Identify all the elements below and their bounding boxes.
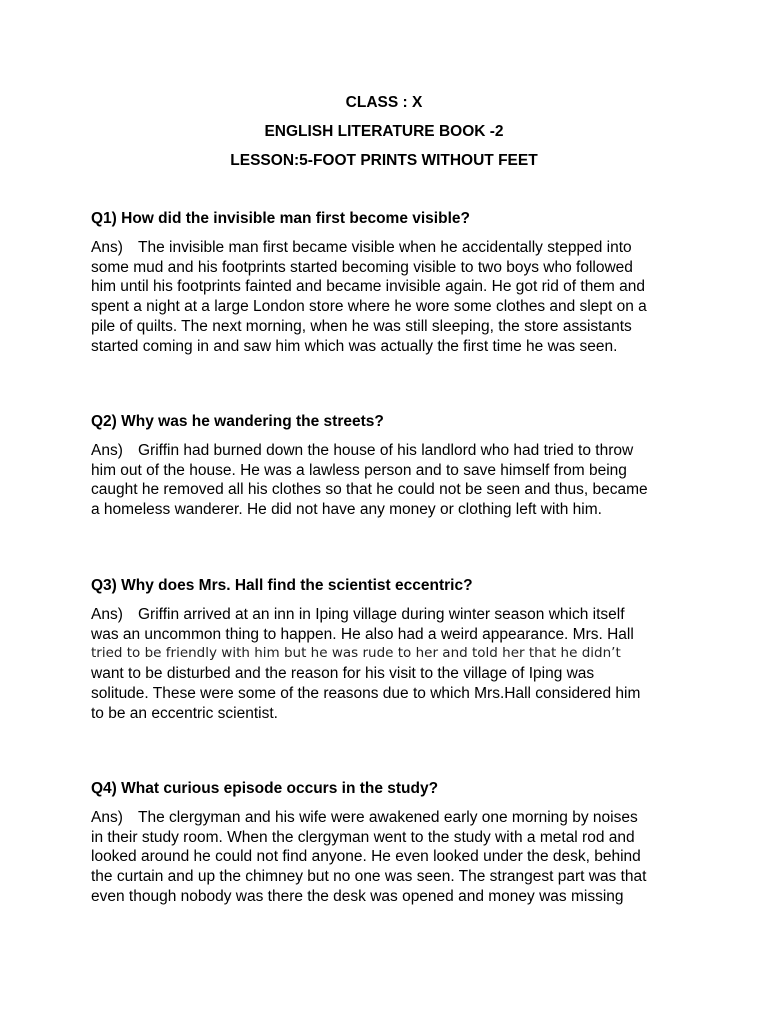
- answer-line: Griffin had burned down the house of his landlord who had tried to throw: [138, 442, 634, 459]
- answer-line: to be an eccentric scientist.: [91, 704, 278, 722]
- answer-label: Ans): [91, 442, 123, 459]
- answer-line: in their study room. When the clergyman went to the study with a metal rod and: [91, 828, 635, 846]
- question-4: Q4) What curious episode occurs in the study?: [91, 780, 439, 797]
- answer-line: some mud and his footprints started becoming visible to two boys who followed: [91, 258, 633, 276]
- lesson-heading: LESSON:5-FOOT PRINTS WITHOUT FEET: [230, 152, 538, 169]
- question-2: Q2) Why was he wandering the streets?: [91, 413, 384, 430]
- question-1: Q1) How did the invisible man first become visible?: [91, 210, 470, 227]
- answer-line: The invisible man first became visible when he accidentally stepped into: [138, 239, 632, 256]
- answer-2: [91, 441, 683, 520]
- answer-line: him out of the house. He was a lawless person and to save himself from being: [91, 461, 627, 479]
- answer-line: even though nobody was there the desk was opened and money was missing: [91, 887, 624, 905]
- book-heading: ENGLISH LITERATURE BOOK -2: [264, 123, 504, 140]
- answer-line: caught he removed all his clothes so that he could not be seen and thus, became: [91, 481, 648, 499]
- answer-line: want to be disturbed and the reason for his visit to the village of Iping was: [91, 665, 595, 683]
- answer-line: solitude. These were some of the reasons due to which Mrs.Hall considered him: [91, 684, 641, 702]
- question-3: Q3) Why does Mrs. Hall find the scientist eccentric?: [91, 577, 473, 594]
- answer-label: Ans): [91, 809, 123, 826]
- answer-line: The clergyman and his wife were awakened early one morning by noises: [138, 809, 638, 826]
- answer-1: [91, 238, 683, 356]
- answer-line: pile of quilts. The next morning, when he was still sleeping, the store assistants: [91, 317, 632, 335]
- answer-line: looked around he could not find anyone. He even looked under the desk, behind: [91, 848, 641, 866]
- answer-line: him until his footprints fainted and became invisible again. He got rid of them and: [91, 278, 646, 296]
- answer-line: tried to be friendly with him but he was rude to her and told her that he didn’t: [91, 645, 621, 662]
- answer-3: [91, 605, 683, 723]
- answer-label: Ans): [91, 239, 123, 256]
- answer-label: Ans): [91, 606, 123, 623]
- answer-line: a homeless wanderer. He did not have any money or clothing left with him.: [91, 501, 602, 519]
- answer-line: started coming in and saw him which was actually the first time he was seen.: [91, 337, 618, 355]
- answer-line: spent a night at a large London store where he wore some clothes and slept on a: [91, 298, 647, 316]
- answer-line: Griffin arrived at an inn in Iping village during winter season which itself: [138, 606, 625, 623]
- answer-4: [91, 808, 683, 907]
- class-heading: CLASS : X: [345, 94, 423, 111]
- answer-line: was an uncommon thing to happen. He also had a weird appearance. Mrs. Hall: [91, 625, 634, 643]
- answer-line: the curtain and up the chimney but no one was seen. The strangest part was that: [91, 868, 647, 886]
